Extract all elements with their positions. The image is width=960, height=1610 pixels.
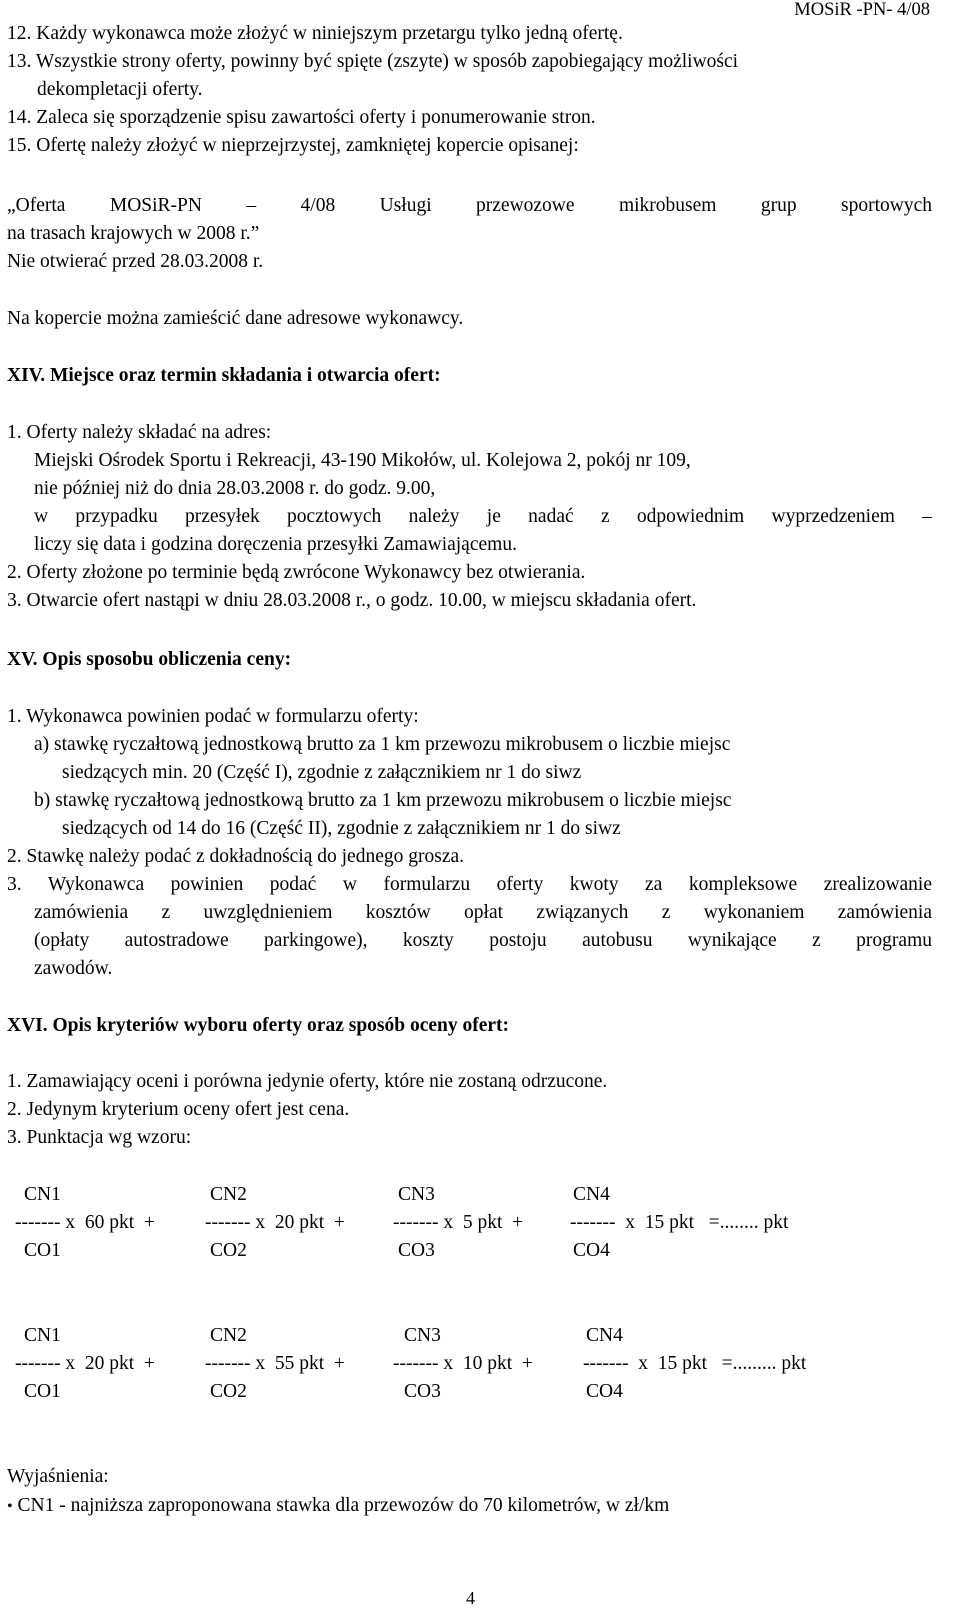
formula-numerator: CN2 bbox=[210, 1184, 247, 1205]
formula-numerator: CN1 bbox=[24, 1184, 61, 1205]
section-xvi-line: 1. Zamawiający oceni i porówna jedynie oferty, które nie zostaną odrzucone. bbox=[7, 1071, 608, 1092]
formula-term: ------- x 5 pkt + bbox=[393, 1212, 524, 1233]
section-xvi-line: 3. Punktacja wg wzoru: bbox=[7, 1127, 192, 1148]
section-xiv-line: w przypadku przesyłek pocztowych należy je nadać z odpowiednim wyprzedzeniem – bbox=[34, 506, 932, 527]
formula-denominator: CO2 bbox=[210, 1381, 247, 1402]
formula-numerator: CN1 bbox=[24, 1325, 61, 1346]
formula-denominator: CO2 bbox=[210, 1240, 247, 1261]
section-xv-line: zamówienia z uwzględnieniem kosztów opłat związanych z wykonaniem zamówienia bbox=[34, 902, 932, 923]
section-xvi-heading: XVI. Opis kryteriów wyboru oferty oraz sposób oceny ofert: bbox=[7, 1015, 510, 1036]
explanations-heading: Wyjaśnienia: bbox=[7, 1466, 109, 1487]
formula-denominator: CO4 bbox=[573, 1240, 610, 1261]
section-xiv-heading: XIV. Miejsce oraz termin składania i otwarcia ofert: bbox=[7, 365, 441, 386]
section-xiv-line: liczy się data i godzina doręczenia przesyłki Zamawiającemu. bbox=[34, 534, 517, 555]
item-13: 13. Wszystkie strony oferty, powinny być spięte (zszyte) w sposób zapobiegający możliwości bbox=[7, 51, 739, 72]
formula-numerator: CN4 bbox=[586, 1325, 623, 1346]
formula-denominator: CO4 bbox=[586, 1381, 623, 1402]
formula-term: ------- x 10 pkt + bbox=[393, 1353, 533, 1374]
envelope-note: Na kopercie można zamieścić dane adresowe wykonawcy. bbox=[7, 308, 464, 329]
section-xiv-line: 1. Oferty należy składać na adres: bbox=[7, 422, 272, 443]
section-xv-line: 3. Wykonawca powinien podać w formularzu oferty kwoty za kompleksowe zrealizowanie bbox=[7, 874, 932, 895]
page-number: 4 bbox=[466, 1588, 475, 1608]
formula-numerator: CN3 bbox=[404, 1325, 441, 1346]
section-xvi-line: 2. Jedynym kryterium oceny ofert jest cena. bbox=[7, 1099, 350, 1120]
section-xiv-line: Miejski Ośrodek Sportu i Rekreacji, 43-190 Mikołów, ul. Kolejowa 2, pokój nr 109, bbox=[34, 450, 691, 471]
formula-denominator: CO3 bbox=[404, 1381, 441, 1402]
section-xv-line: siedzących od 14 do 16 (Część II), zgodnie z załącznikiem nr 1 do siwz bbox=[62, 818, 621, 839]
section-xv-line: zawodów. bbox=[34, 958, 113, 979]
section-xv-line: a) stawkę ryczałtową jednostkową brutto za 1 km przewozu mikrobusem o liczbie miejsc bbox=[34, 734, 731, 755]
section-xv-line: 2. Stawkę należy podać z dokładnością do jednego grosza. bbox=[7, 846, 465, 867]
item-14: 14. Zaleca się sporządzenie spisu zawartości oferty i ponumerowanie stron. bbox=[7, 107, 596, 128]
section-xv-line: b) stawkę ryczałtową jednostkową brutto za 1 km przewozu mikrobusem o liczbie miejsc bbox=[34, 790, 732, 811]
section-xiv-line: 2. Oferty złożone po terminie będą zwrócone Wykonawcy bez otwierania. bbox=[7, 562, 586, 583]
section-xv-line: (opłaty autostradowe parkingowe), koszty postoju autobusu wynikające z programu bbox=[34, 930, 932, 951]
section-xiv-line: 3. Otwarcie ofert nastąpi w dniu 28.03.2008 r., o godz. 10.00, w miejscu składania ofert. bbox=[7, 590, 697, 611]
formula-numerator: CN3 bbox=[398, 1184, 435, 1205]
section-xv-line: siedzących min. 20 (Część I), zgodnie z załącznikiem nr 1 do siwz bbox=[62, 762, 582, 783]
formula-term: ------- x 20 pkt + bbox=[205, 1212, 345, 1233]
explanation-text: CN1 - najniższa zaproponowana stawka dla przewozów do 70 kilometrów, w zł/km bbox=[17, 1495, 670, 1516]
envelope-line-3: Nie otwierać przed 28.03.2008 r. bbox=[7, 251, 264, 272]
formula-denominator: CO1 bbox=[24, 1240, 61, 1261]
formula-term: ------- x 20 pkt + bbox=[15, 1353, 155, 1374]
explanation-item bbox=[7, 1494, 669, 1519]
section-xiv-line: nie później niż do dnia 28.03.2008 r. do godz. 9.00, bbox=[34, 478, 436, 499]
bullet-icon: • bbox=[7, 1498, 13, 1515]
page-header: MOSiR -PN- 4/08 bbox=[794, 0, 930, 20]
envelope-line-1: „Oferta MOSiR-PN – 4/08 Usługi przewozowe mikrobusem grup sportowych bbox=[7, 195, 932, 216]
section-xv-heading: XV. Opis sposobu obliczenia ceny: bbox=[7, 649, 292, 670]
section-xv-line: 1. Wykonawca powinien podać w formularzu oferty: bbox=[7, 706, 419, 727]
formula-numerator: CN4 bbox=[573, 1184, 610, 1205]
item-13-cont: dekompletacji oferty. bbox=[37, 79, 203, 100]
item-15: 15. Ofertę należy złożyć w nieprzejrzystej, zamkniętej kopercie opisanej: bbox=[7, 135, 579, 156]
envelope-line-2: na trasach krajowych w 2008 r.” bbox=[7, 223, 260, 244]
formula-term: ------- x 15 pkt =......... pkt bbox=[583, 1353, 807, 1374]
formula-denominator: CO1 bbox=[24, 1381, 61, 1402]
formula-term: ------- x 60 pkt + bbox=[15, 1212, 155, 1233]
formula-denominator: CO3 bbox=[398, 1240, 435, 1261]
formula-term: ------- x 15 pkt =........ pkt bbox=[570, 1212, 789, 1233]
formula-term: ------- x 55 pkt + bbox=[205, 1353, 345, 1374]
item-12: 12. Każdy wykonawca może złożyć w niniejszym przetargu tylko jedną ofertę. bbox=[7, 23, 623, 44]
formula-numerator: CN2 bbox=[210, 1325, 247, 1346]
